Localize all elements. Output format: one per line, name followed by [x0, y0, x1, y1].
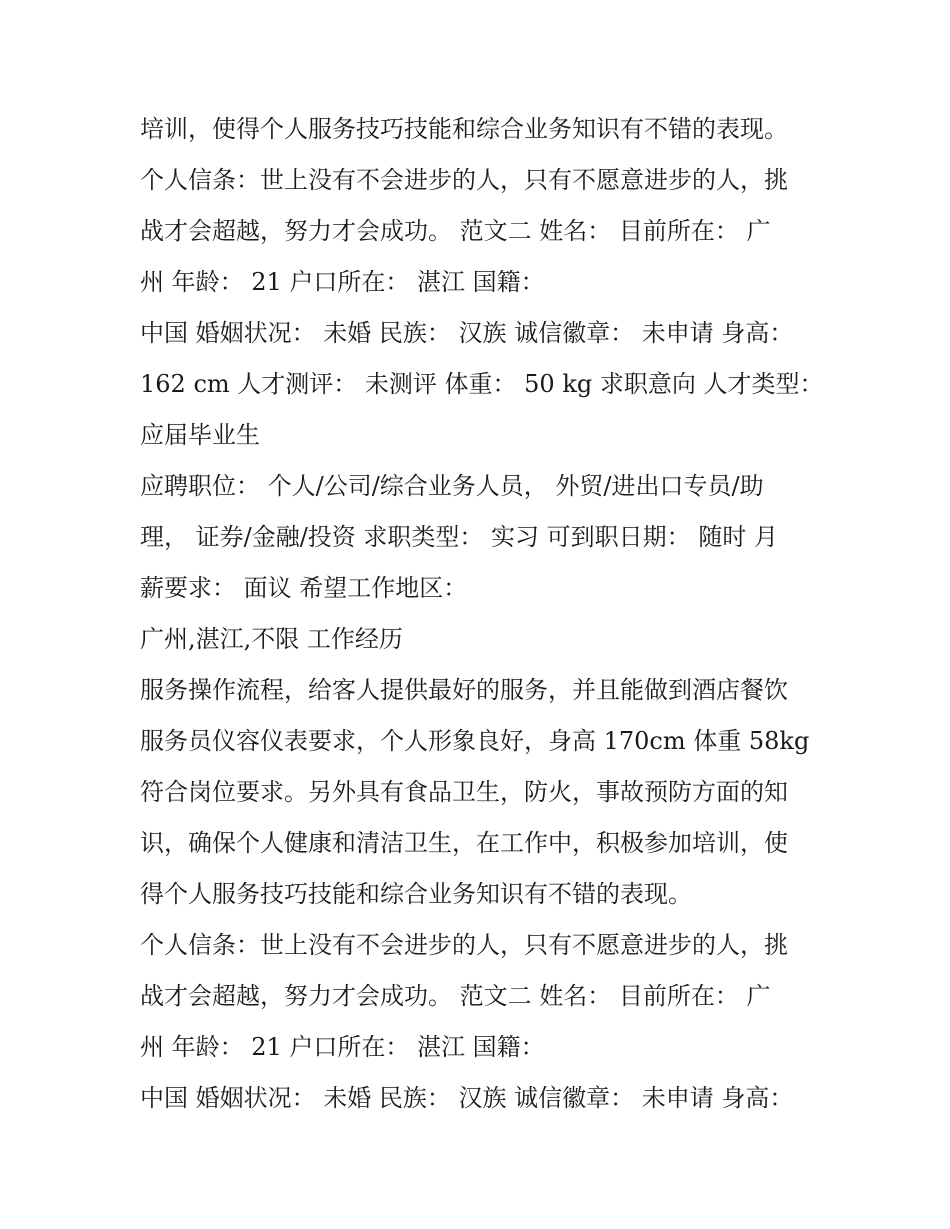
text-line: 中国 婚姻状况： 未婚 民族： 汉族 诚信徽章： 未申请 身高：: [140, 1084, 794, 1112]
text-line: 服务操作流程，给客人提供最好的服务，并且能做到酒店餐饮: [140, 676, 788, 704]
text-line: 战才会超越，努力才会成功。 范文二 姓名： 目前所在： 广: [140, 982, 771, 1010]
text-line: 应届毕业生: [140, 421, 260, 449]
text-line: 广州,湛江,不限 工作经历: [140, 625, 403, 653]
text-line: 识，确保个人健康和清洁卫生，在工作中，积极参加培训，使: [140, 829, 788, 857]
text-line: 战才会超越，努力才会成功。 范文二 姓名： 目前所在： 广: [140, 217, 771, 245]
document-body: [140, 104, 824, 1124]
text-line: 培训，使得个人服务技巧技能和综合业务知识有不错的表现。: [140, 115, 788, 143]
text-line: 州 年龄： 21 户口所在： 湛江 国籍：: [140, 268, 545, 296]
text-line: 符合岗位要求。另外具有食品卫生，防火，事故预防方面的知: [140, 778, 788, 806]
text-line: 理， 证券/金融/投资 求职类型： 实习 可到职日期： 随时 月: [140, 523, 778, 551]
text-line: 州 年龄： 21 户口所在： 湛江 国籍：: [140, 1033, 545, 1061]
text-line: 个人信条：世上没有不会进步的人，只有不愿意进步的人，挑: [140, 166, 788, 194]
text-line: 162 cm 人才测评： 未测评 体重： 50 kg 求职意向 人才类型：: [140, 370, 824, 398]
text-line: 服务员仪容仪表要求，个人形象良好，身高 170cm 体重 58kg: [140, 727, 810, 755]
text-line: 薪要求： 面议 希望工作地区：: [140, 574, 468, 602]
text-line: 个人信条：世上没有不会进步的人，只有不愿意进步的人，挑: [140, 931, 788, 959]
text-line: 中国 婚姻状况： 未婚 民族： 汉族 诚信徽章： 未申请 身高：: [140, 319, 794, 347]
text-line: 得个人服务技巧技能和综合业务知识有不错的表现。: [140, 880, 692, 908]
text-line: 应聘职位： 个人/公司/综合业务人员， 外贸/进出口专员/助: [140, 472, 764, 500]
